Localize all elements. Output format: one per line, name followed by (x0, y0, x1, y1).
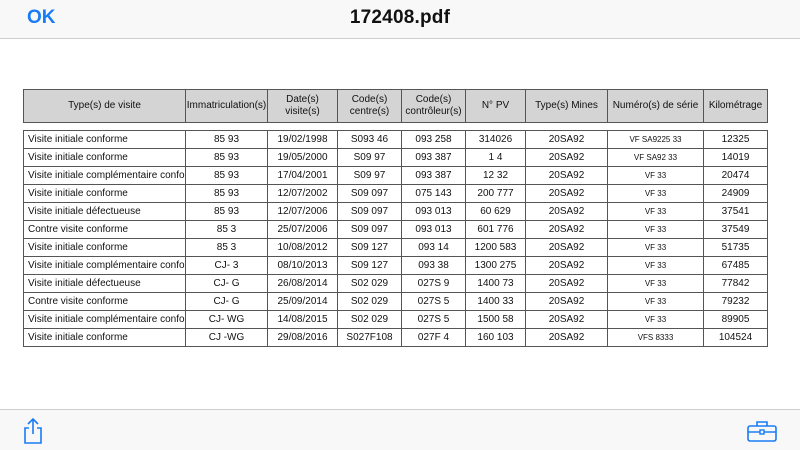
col-code-centre-header: Code(s) centre(s) (338, 90, 402, 123)
col-code-centre-cell: S09 127 (338, 239, 402, 257)
col-type-mines-header: Type(s) Mines (526, 90, 608, 123)
col-numero-pv-cell: 1400 73 (466, 275, 526, 293)
col-numero-pv-cell: 1400 33 (466, 293, 526, 311)
navigation-bar (0, 0, 800, 39)
col-date-visite-cell: 10/08/2012 (268, 239, 338, 257)
table-row (24, 329, 768, 347)
col-type-visite-cell: Visite initiale défectueuse (24, 203, 186, 221)
table-row (24, 293, 768, 311)
col-numero-serie-cell: VF SA92 33 (608, 149, 704, 167)
col-immatriculation-cell: 85 93 (186, 185, 268, 203)
table-row (24, 311, 768, 329)
col-immatriculation-cell: 85 93 (186, 131, 268, 149)
table-row (24, 275, 768, 293)
table-row (24, 131, 768, 149)
col-type-visite-cell: Visite initiale complémentaire confo (24, 311, 186, 329)
table-header (23, 89, 768, 123)
col-type-mines-cell: 20SA92 (526, 275, 608, 293)
col-type-mines-cell: 20SA92 (526, 149, 608, 167)
col-code-controleur-cell: 093 013 (402, 203, 466, 221)
col-date-visite-cell: 25/07/2006 (268, 221, 338, 239)
table-row (24, 239, 768, 257)
col-numero-serie-cell: VF 33 (608, 203, 704, 221)
col-kilometrage-cell: 20474 (704, 167, 768, 185)
col-numero-pv-cell: 160 103 (466, 329, 526, 347)
col-kilometrage-cell: 67485 (704, 257, 768, 275)
col-kilometrage-header: Kilométrage (704, 90, 768, 123)
col-kilometrage-cell: 37541 (704, 203, 768, 221)
col-code-centre-cell: S09 97 (338, 167, 402, 185)
col-code-centre-cell: S09 097 (338, 185, 402, 203)
col-immatriculation-cell: 85 93 (186, 203, 268, 221)
toolbox-icon[interactable] (747, 420, 777, 442)
col-code-controleur-cell: 093 013 (402, 221, 466, 239)
col-date-visite-cell: 12/07/2006 (268, 203, 338, 221)
col-kilometrage-cell: 89905 (704, 311, 768, 329)
col-type-visite-cell: Visite initiale conforme (24, 329, 186, 347)
col-date-visite-cell: 17/04/2001 (268, 167, 338, 185)
col-immatriculation-cell: CJ -WG (186, 329, 268, 347)
col-date-visite-cell: 12/07/2002 (268, 185, 338, 203)
col-immatriculation-cell: 85 3 (186, 239, 268, 257)
col-code-controleur-cell: 093 38 (402, 257, 466, 275)
col-kilometrage-cell: 14019 (704, 149, 768, 167)
col-numero-pv-cell: 1 4 (466, 149, 526, 167)
col-immatriculation-cell: CJ- WG (186, 311, 268, 329)
col-kilometrage-cell: 79232 (704, 293, 768, 311)
col-numero-pv-cell: 314026 (466, 131, 526, 149)
col-type-visite-cell: Contre visite conforme (24, 221, 186, 239)
col-code-controleur-cell: 027S 5 (402, 311, 466, 329)
col-immatriculation-cell: CJ- G (186, 293, 268, 311)
history-table (23, 130, 768, 347)
col-type-visite-cell: Visite initiale défectueuse (24, 275, 186, 293)
col-code-controleur-cell: 027F 4 (402, 329, 466, 347)
col-code-centre-cell: S09 097 (338, 221, 402, 239)
col-code-centre-cell: S09 97 (338, 149, 402, 167)
table-row (24, 257, 768, 275)
col-type-visite-header: Type(s) de visite (24, 90, 186, 123)
col-code-centre-cell: S093 46 (338, 131, 402, 149)
col-type-mines-cell: 20SA92 (526, 185, 608, 203)
col-code-controleur-cell: 093 387 (402, 149, 466, 167)
col-date-visite-cell: 14/08/2015 (268, 311, 338, 329)
col-code-controleur-cell: 093 14 (402, 239, 466, 257)
col-type-visite-cell: Visite initiale complémentaire confo (24, 167, 186, 185)
col-type-mines-cell: 20SA92 (526, 221, 608, 239)
col-numero-pv-cell: 601 776 (466, 221, 526, 239)
col-numero-pv-cell: 1300 275 (466, 257, 526, 275)
col-date-visite-cell: 25/09/2014 (268, 293, 338, 311)
col-code-controleur-cell: 093 387 (402, 167, 466, 185)
col-type-mines-cell: 20SA92 (526, 239, 608, 257)
col-type-visite-cell: Visite initiale complémentaire confo (24, 257, 186, 275)
table-row (24, 185, 768, 203)
col-date-visite-cell: 29/08/2016 (268, 329, 338, 347)
col-numero-serie-cell: VF 33 (608, 275, 704, 293)
col-type-visite-cell: Contre visite conforme (24, 293, 186, 311)
col-numero-serie-cell: VF 33 (608, 293, 704, 311)
col-type-visite-cell: Visite initiale conforme (24, 131, 186, 149)
col-type-mines-cell: 20SA92 (526, 131, 608, 149)
col-numero-pv-header: N° PV (466, 90, 526, 123)
col-numero-serie-cell: VF 33 (608, 239, 704, 257)
col-date-visite-header: Date(s) visite(s) (268, 90, 338, 123)
col-code-centre-cell: S09 127 (338, 257, 402, 275)
col-numero-serie-cell: VFS 8333 (608, 329, 704, 347)
col-kilometrage-cell: 51735 (704, 239, 768, 257)
col-numero-serie-cell: VF 33 (608, 185, 704, 203)
col-numero-serie-cell: VF 33 (608, 167, 704, 185)
col-code-centre-cell: S02 029 (338, 275, 402, 293)
col-numero-pv-cell: 60 629 (466, 203, 526, 221)
col-kilometrage-cell: 24909 (704, 185, 768, 203)
col-numero-serie-header: Numéro(s) de série (608, 90, 704, 123)
col-code-controleur-cell: 027S 9 (402, 275, 466, 293)
col-code-controleur-cell: 093 258 (402, 131, 466, 149)
ok-button[interactable]: OK (27, 7, 56, 28)
col-type-mines-cell: 20SA92 (526, 167, 608, 185)
col-kilometrage-cell: 37549 (704, 221, 768, 239)
col-code-controleur-header: Code(s) contrôleur(s) (402, 90, 466, 123)
col-kilometrage-cell: 12325 (704, 131, 768, 149)
col-code-centre-cell: S09 097 (338, 203, 402, 221)
col-type-visite-cell: Visite initiale conforme (24, 185, 186, 203)
col-code-centre-cell: S02 029 (338, 293, 402, 311)
col-numero-pv-cell: 1200 583 (466, 239, 526, 257)
col-immatriculation-header: Immatriculation(s) (186, 90, 268, 123)
bottom-toolbar (0, 409, 800, 450)
col-type-visite-cell: Visite initiale conforme (24, 239, 186, 257)
col-immatriculation-cell: 85 93 (186, 167, 268, 185)
col-type-visite-cell: Visite initiale conforme (24, 149, 186, 167)
col-type-mines-cell: 20SA92 (526, 293, 608, 311)
col-code-controleur-cell: 027S 5 (402, 293, 466, 311)
col-type-mines-cell: 20SA92 (526, 311, 608, 329)
col-type-mines-cell: 20SA92 (526, 203, 608, 221)
share-icon[interactable] (23, 418, 43, 444)
col-kilometrage-cell: 104524 (704, 329, 768, 347)
col-numero-serie-cell: VF 33 (608, 311, 704, 329)
col-date-visite-cell: 26/08/2014 (268, 275, 338, 293)
col-numero-serie-cell: VF 33 (608, 257, 704, 275)
col-date-visite-cell: 19/02/1998 (268, 131, 338, 149)
col-immatriculation-cell: CJ- G (186, 275, 268, 293)
col-immatriculation-cell: 85 3 (186, 221, 268, 239)
table-row (24, 221, 768, 239)
col-numero-pv-cell: 1500 58 (466, 311, 526, 329)
col-numero-serie-cell: VF 33 (608, 221, 704, 239)
col-date-visite-cell: 08/10/2013 (268, 257, 338, 275)
table-row (24, 149, 768, 167)
col-immatriculation-cell: CJ- 3 (186, 257, 268, 275)
col-immatriculation-cell: 85 93 (186, 149, 268, 167)
col-kilometrage-cell: 77842 (704, 275, 768, 293)
col-code-controleur-cell: 075 143 (402, 185, 466, 203)
col-date-visite-cell: 19/05/2000 (268, 149, 338, 167)
table-row (24, 167, 768, 185)
col-type-mines-cell: 20SA92 (526, 329, 608, 347)
col-code-centre-cell: S027F108 (338, 329, 402, 347)
page-title: 172408.pdf (349, 7, 451, 28)
col-type-mines-cell: 20SA92 (526, 257, 608, 275)
col-numero-pv-cell: 200 777 (466, 185, 526, 203)
table-row (24, 203, 768, 221)
col-numero-serie-cell: VF SA9225 33 (608, 131, 704, 149)
col-numero-pv-cell: 12 32 (466, 167, 526, 185)
col-code-centre-cell: S02 029 (338, 311, 402, 329)
